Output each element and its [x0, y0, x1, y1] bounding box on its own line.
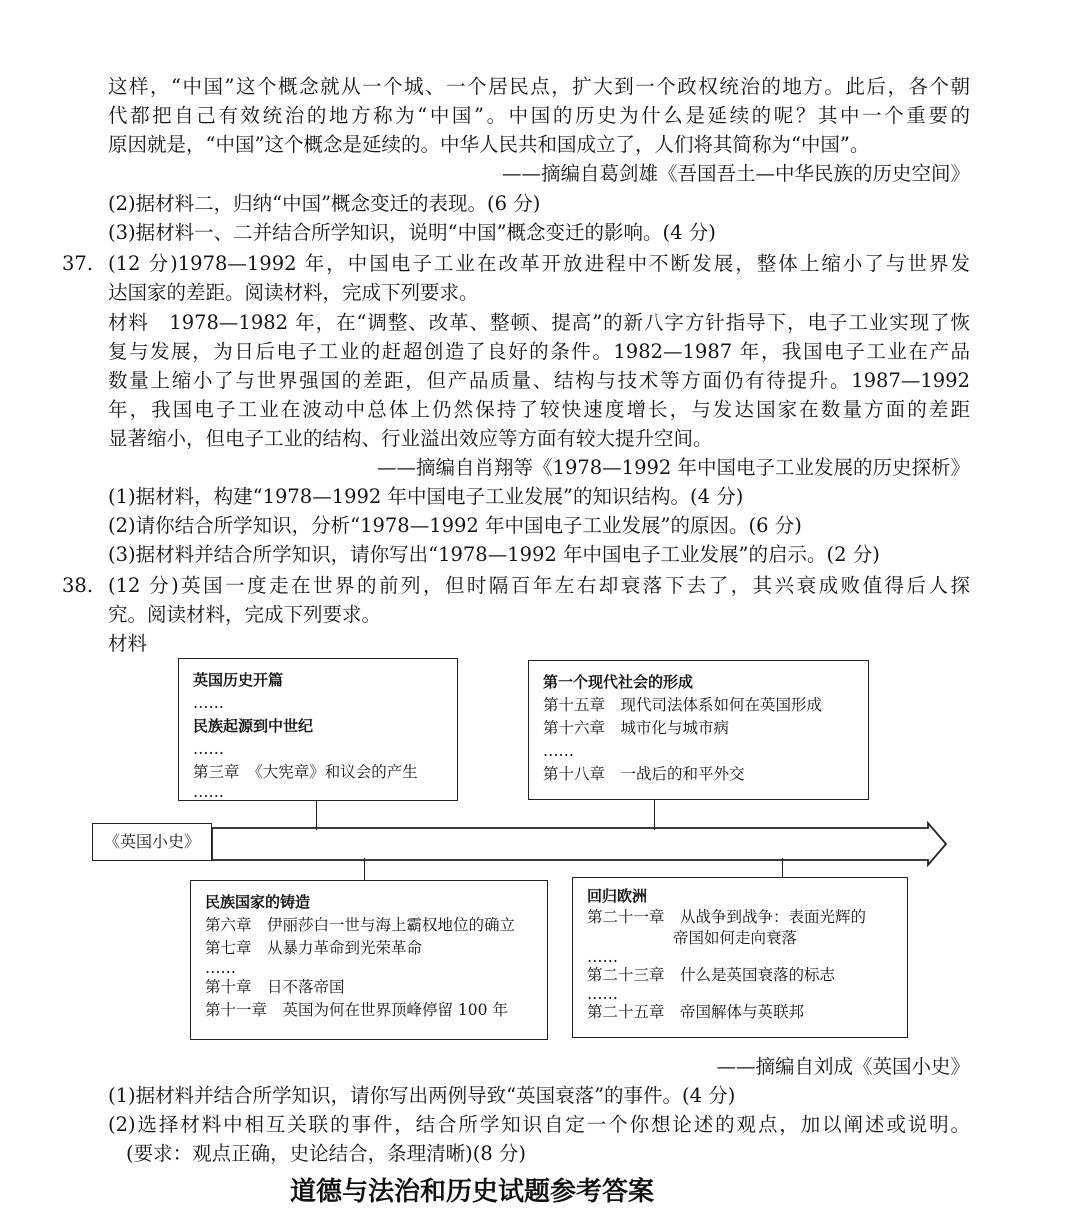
- box4-line-3: ……: [587, 948, 618, 966]
- box-first-modern-society: [528, 660, 869, 800]
- q37-sub2: (2)请你结合所学知识，分析“1978—1992 年中国电子工业发展”的原因。(6 分): [108, 514, 802, 537]
- material-2-line-2: 代都把自己有效统治的地方称为“中国”。中国的历史为什么是延续的呢？其中一个重要的: [108, 104, 970, 127]
- timeline-label: 《英国小史》: [92, 823, 212, 861]
- q38-number: 38.: [62, 574, 94, 597]
- q37-sub3: (3)据材料并结合所学知识，请你写出“1978—1992 年中国电子工业发展”的启示。(2 分): [108, 543, 880, 566]
- box1-line-2: 民族起源到中世纪: [193, 717, 314, 735]
- box2-line-2: 第十六章 城市化与城市病: [543, 719, 730, 737]
- box3-line-5: 第十一章 英国为何在世界顶峰停留 100 年: [205, 1001, 508, 1019]
- q36-source: ——摘编自葛剑雄《吾国吾土—中华民族的历史空间》: [501, 162, 970, 185]
- q37-material-2: 复与发展，为日后电子工业的赶超创造了良好的条件。1982—1987 年，我国电子工业在产品: [108, 340, 970, 363]
- material-2-line-3: 原因就是，“中国”这个概念是延续的。中华人民共和国成立了，人们将其简称为“中国”。: [108, 133, 870, 156]
- box4-line-4: 第二十三章 什么是英国衰落的标志: [587, 966, 836, 984]
- box1-line-1: ……: [193, 694, 224, 712]
- box4-line-1: 第二十一章 从战争到战争：表面光辉的: [587, 908, 867, 926]
- timeline-arrow: [212, 823, 946, 865]
- box3-line-3: ……: [205, 959, 236, 977]
- q38-sub2: (2)选择材料中相互关联的事件，结合所学知识自定一个你想论述的观点，加以阐述或说明。: [108, 1113, 970, 1136]
- q37-material-4: 年，我国电子工业在波动中总体上仍然保持了较快速度增长，与发达国家在数量方面的差距: [108, 398, 970, 421]
- q36-sub3: (3)据材料一、二并结合所学知识，说明“中国”概念变迁的影响。(4 分): [108, 221, 716, 244]
- answer-key-heading-cut: 道德与法治和历史试题参考答案: [290, 1177, 655, 1207]
- q37-intro-1: (12 分)1978—1992 年，中国电子工业在改革开放进程中不断发展，整体上缩小了与世界发: [108, 252, 970, 275]
- box2-title: 第一个现代社会的形成: [543, 673, 694, 691]
- box-return-to-europe: [572, 877, 908, 1038]
- box4-line-2: 帝国如何走向衰落: [673, 929, 798, 947]
- connector-box1: [316, 800, 317, 830]
- q37-sub1: (1)据材料，构建“1978—1992 年中国电子工业发展”的知识结构。(4 分): [108, 485, 744, 508]
- box1-line-5: ……: [193, 783, 224, 801]
- box1-line-3: ……: [193, 740, 224, 758]
- material-2-line-1: 这样，“中国”这个概念就从一个城、一个居民点，扩大到一个政权统治的地方。此后，各个朝: [108, 75, 970, 98]
- box4-line-6: 第二十五章 帝国解体与英联邦: [587, 1003, 805, 1021]
- q37-source: ——摘编自肖翔等《1978—1992 年中国电子工业发展的历史探析》: [377, 456, 970, 479]
- box-nation-state-forging: [190, 880, 548, 1040]
- connector-box2: [654, 800, 655, 830]
- q38-material-label: 材料: [108, 632, 148, 655]
- box4-line-5: ……: [587, 985, 618, 1003]
- box-british-history-opening: [178, 658, 458, 801]
- connector-box3: [364, 858, 365, 880]
- q37-number: 37.: [62, 252, 94, 275]
- box3-line-1: 第六章 伊丽莎白一世与海上霸权地位的确立: [205, 916, 516, 934]
- box2-line-3: ……: [543, 742, 574, 760]
- q37-material-1: 材料 1978—1982 年，在“调整、改革、整顿、提高”的新八字方针指导下，电子工业实现了恢: [108, 311, 970, 334]
- q38-sub1: (1)据材料并结合所学知识，请你写出两例导致“英国衰落”的事件。(4 分): [108, 1084, 736, 1107]
- box3-line-4: 第十章 日不落帝国: [205, 978, 345, 996]
- q38-sub2-requirements: (要求：观点正确，史论结合，条理清晰)(8 分): [126, 1142, 527, 1165]
- box3-line-2: 第七章 从暴力革命到光荣革命: [205, 939, 423, 957]
- box2-line-4: 第十八章 一战后的和平外交: [543, 765, 745, 783]
- q37-intro-2: 达国家的差距。阅读材料，完成下列要求。: [108, 281, 479, 304]
- q38-source: ——摘编自刘成《英国小史》: [716, 1055, 970, 1078]
- box3-title: 民族国家的铸造: [205, 893, 311, 911]
- box2-line-1: 第十五章 现代司法体系如何在英国形成: [543, 696, 823, 714]
- connector-box4: [782, 858, 783, 878]
- box1-title: 英国历史开篇: [193, 671, 284, 689]
- q37-material-3: 数量上缩小了与世界强国的差距，但产品质量、结构与技术等方面仍有待提升。1987—1992: [108, 369, 970, 392]
- q36-sub2: (2)据材料二，归纳“中国”概念变迁的表现。(6 分): [108, 192, 541, 215]
- box1-line-4: 第三章 《大宪章》和议会的产生: [193, 763, 418, 781]
- box4-title: 回归欧洲: [587, 887, 648, 905]
- q37-material-5: 显著缩小，但电子工业的结构、行业溢出效应等方面有较大提升空间。: [108, 427, 713, 450]
- q38-intro-1: (12 分)英国一度走在世界的前列，但时隔百年左右却衰落下去了，其兴衰成败值得后人探: [108, 574, 970, 597]
- q38-intro-2: 究。阅读材料，完成下列要求。: [108, 603, 382, 626]
